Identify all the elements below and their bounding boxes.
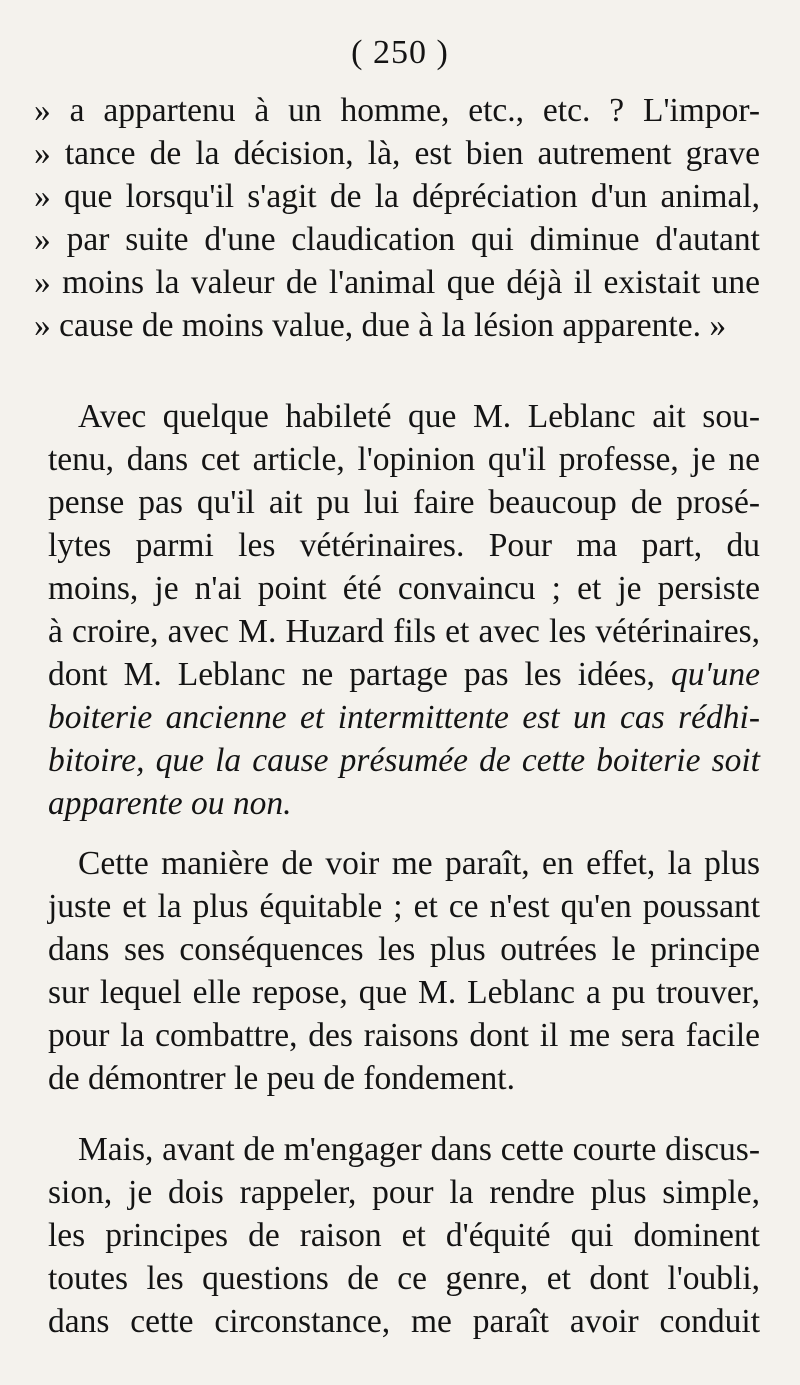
paragraph-line: les principes de raison et d'équité qui dominent: [48, 1217, 760, 1254]
quote-line: » tance de la décision, là, est bien autrement grave: [34, 135, 760, 172]
quote-line: » a appartenu à un homme, etc., etc. ? L'impor-: [34, 92, 760, 129]
paragraph-line: sion, je dois rappeler, pour la rendre plus simple,: [48, 1174, 760, 1211]
paragraph-line-italic: [48, 740, 760, 782]
paragraph-line: Avec quelque habileté que M. Leblanc ait sou-: [78, 398, 760, 435]
paragraph-line: Mais, avant de m'engager dans cette courte discus-: [78, 1131, 760, 1168]
paragraph-line: de démontrer le peu de fondement.: [48, 1060, 515, 1097]
paragraph-line: [48, 654, 760, 696]
quote-line: » cause de moins value, due à la lésion apparente. »: [34, 307, 727, 344]
paragraph-line: dans ses conséquences les plus outrées le principe: [48, 931, 760, 968]
paragraph-line-italic: [48, 697, 760, 739]
quote-line: » moins la valeur de l'animal que déjà il existait une: [34, 264, 760, 301]
paragraph-line: moins, je n'ai point été convaincu ; et je persiste: [48, 570, 760, 607]
quote-line: » par suite d'une claudication qui diminue d'autant: [34, 221, 760, 258]
paragraph-line: juste et la plus équitable ; et ce n'est qu'en poussant: [48, 888, 760, 925]
italic-text: bitoire, que la cause présumée de cette boiterie soit: [48, 742, 760, 779]
page-number: ( 250 ): [351, 34, 449, 71]
paragraph-line-italic: [48, 783, 760, 825]
paragraph-line: dans cette circonstance, me paraît avoir conduit: [48, 1303, 760, 1340]
quote-line: » que lorsqu'il s'agit de la dépréciation d'un animal,: [34, 178, 760, 215]
italic-text: qu'une: [670, 656, 760, 693]
italic-text: boiterie ancienne et intermittente est un cas rédhi-: [48, 699, 760, 736]
paragraph-text: dont M. Leblanc ne partage pas les idées,: [48, 656, 655, 693]
paragraph-line: sur lequel elle repose, que M. Leblanc a pu trouver,: [48, 974, 760, 1011]
paragraph-line: toutes les questions de ce genre, et dont l'oubli,: [48, 1260, 760, 1297]
paragraph-line: pour la combattre, des raisons dont il me sera facile: [48, 1017, 760, 1054]
paragraph-line: Cette manière de voir me paraît, en effet, la plus: [78, 845, 760, 882]
paragraph-line: pense pas qu'il ait pu lui faire beaucoup de prosé-: [48, 484, 760, 521]
paragraph-line: à croire, avec M. Huzard fils et avec les vétérinaires,: [48, 613, 760, 650]
paragraph-line: tenu, dans cet article, l'opinion qu'il professe, je ne: [48, 441, 760, 478]
italic-text: apparente ou non.: [48, 785, 292, 822]
paragraph-line: lytes parmi les vétérinaires. Pour ma part, du: [48, 527, 760, 564]
